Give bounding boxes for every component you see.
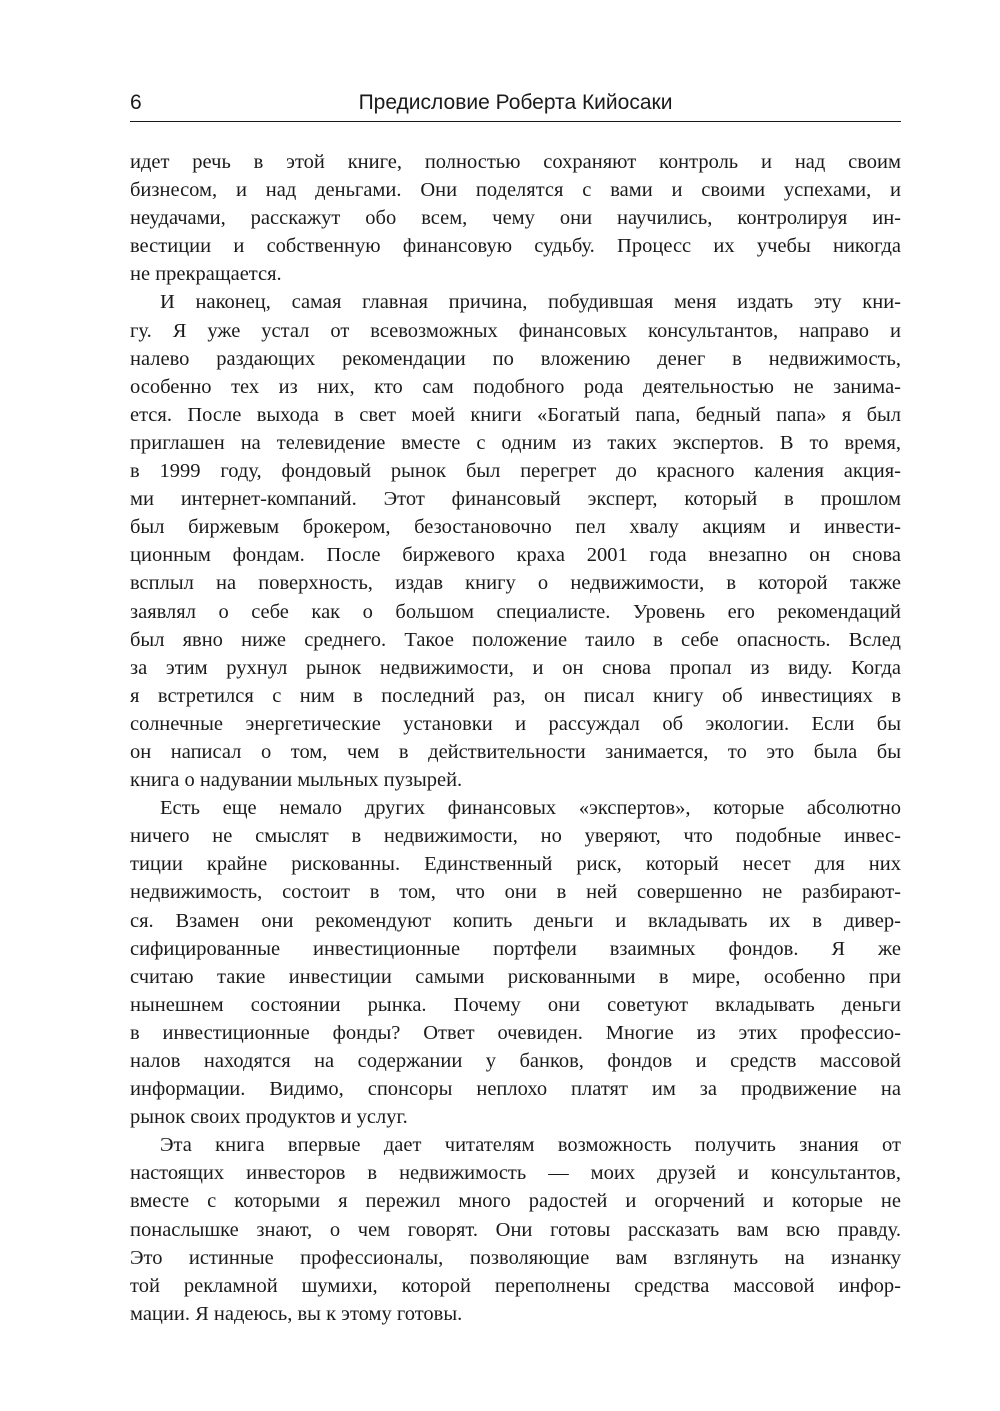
header-divider: [130, 121, 901, 122]
text-line: солнечные энергетические установки и рассуждал об экологии. Если бы: [130, 712, 901, 735]
text-line: ми интернет-компаний. Этот финансовый эксперт, который в прошлом: [130, 488, 901, 511]
text-line: сифицированные инвестиционные портфели взаимных фондов. Я же: [130, 937, 901, 960]
text-line: ся. Взамен они рекомендуют копить деньги и вкладывать их в дивер-: [130, 909, 901, 932]
paragraph: [130, 288, 901, 794]
text-line: Эта книга впервые дает читателям возможность получить знания от: [160, 1134, 901, 1157]
text-line: информации. Видимо, спонсоры неплохо платят им за продвижение на: [130, 1078, 901, 1101]
text-line: он написал о том, чем в действительности занимается, то это была бы: [130, 740, 901, 763]
text-line: рынок своих продуктов и услуг.: [130, 1106, 408, 1129]
text-line: в 1999 году, фондовый рынок был перегрет до красного каления акция-: [130, 460, 901, 483]
text-line: книга о надувании мыльных пузырей.: [130, 769, 463, 792]
text-line: идет речь в этой книге, полностью сохраняют контроль и над своим: [130, 151, 901, 173]
paragraph: [130, 1131, 901, 1328]
text-line: ционным фондам. После биржевого краха 2001 года внезапно он снова: [130, 544, 901, 567]
text-line: той рекламной шумихи, которой переполнены средства массовой инфор-: [130, 1274, 901, 1297]
text-line: налов находятся на содержании у банков, фондов и средств массовой: [130, 1050, 901, 1072]
text-line: вместе с которыми я пережил много радостей и огорчений и которые не: [130, 1190, 901, 1213]
text-line: неудачами, расскажут обо всем, чему они научились, контролируя ин-: [130, 207, 901, 230]
text-line: настоящих инвесторов в недвижимость — моих друзей и консультантов,: [130, 1162, 901, 1185]
text-line: недвижимость, состоит в том, что они в ней совершенно не разбирают-: [130, 881, 901, 904]
text-line: я встретился с ним в последний раз, он писал книгу об инвестициях в: [130, 684, 901, 707]
text-line: бизнесом, и над деньгами. Они поделятся с вами и своими успехами, и: [130, 179, 901, 202]
text-line: всплыл на поверхность, издав книгу о недвижимости, в которой также: [130, 572, 901, 595]
text-line: мации. Я надеюсь, вы к этому готовы.: [130, 1302, 463, 1325]
text-line: приглашен на телевидение вместе с одним из таких экспертов. В то время,: [130, 431, 901, 454]
text-line: в инвестиционные фонды? Ответ очевиден. Многие из этих профессио-: [130, 1021, 901, 1044]
text-line: особенно тех из них, кто сам подобного рода деятельностью не занима-: [130, 375, 901, 398]
body-text: [130, 148, 901, 1328]
text-line: ется. После выхода в свет моей книги «Богатый папа, бедный папа» я был: [130, 403, 901, 426]
running-header-title: Предисловие Роберта Кийосаки: [358, 91, 673, 114]
text-line: считаю такие инвестиции самыми рискованными в мире, особенно при: [130, 965, 901, 988]
text-line: Это истинные профессионалы, позволяющие вам взглянуть на изнанку: [130, 1246, 901, 1269]
text-line: за этим рухнул рынок недвижимости, и он снова пропал из виду. Когда: [130, 656, 901, 679]
text-line: ничего не смыслят в недвижимости, но уверяют, что подобные инвес-: [130, 825, 901, 848]
text-line: понаслышке знают, о чем говорят. Они готовы рассказать вам всю правду.: [130, 1218, 901, 1241]
text-line: Есть еще немало других финансовых «экспертов», которые абсолютно: [160, 797, 901, 820]
page-number: 6: [130, 91, 142, 114]
running-header: [130, 88, 901, 122]
text-line: был явно ниже среднего. Такое положение таило в себе опасность. Вслед: [130, 628, 901, 651]
text-line: И наконец, самая главная причина, побудившая меня издать эту кни-: [160, 291, 901, 314]
text-line: тиции крайне рискованны. Единственный риск, который несет для них: [130, 853, 901, 876]
text-line: налево раздающих рекомендации по вложению денег в недвижимость,: [130, 347, 901, 370]
text-line: заявлял о себе как о большом специалисте. Уровень его рекомендаций: [130, 600, 901, 623]
paragraph: [130, 148, 901, 288]
text-line: был биржевым брокером, безостановочно пел хвалу акциям и инвести-: [130, 516, 901, 539]
text-line: гу. Я уже устал от всевозможных финансовых консультантов, направо и: [130, 319, 901, 342]
text-line: вестиции и собственную финансовую судьбу. Процесс их учебы никогда: [130, 235, 901, 258]
paragraph: [130, 794, 901, 1131]
text-line: не прекращается.: [130, 263, 282, 286]
text-line: нынешнем состоянии рынка. Почему они советуют вкладывать деньги: [130, 993, 901, 1016]
